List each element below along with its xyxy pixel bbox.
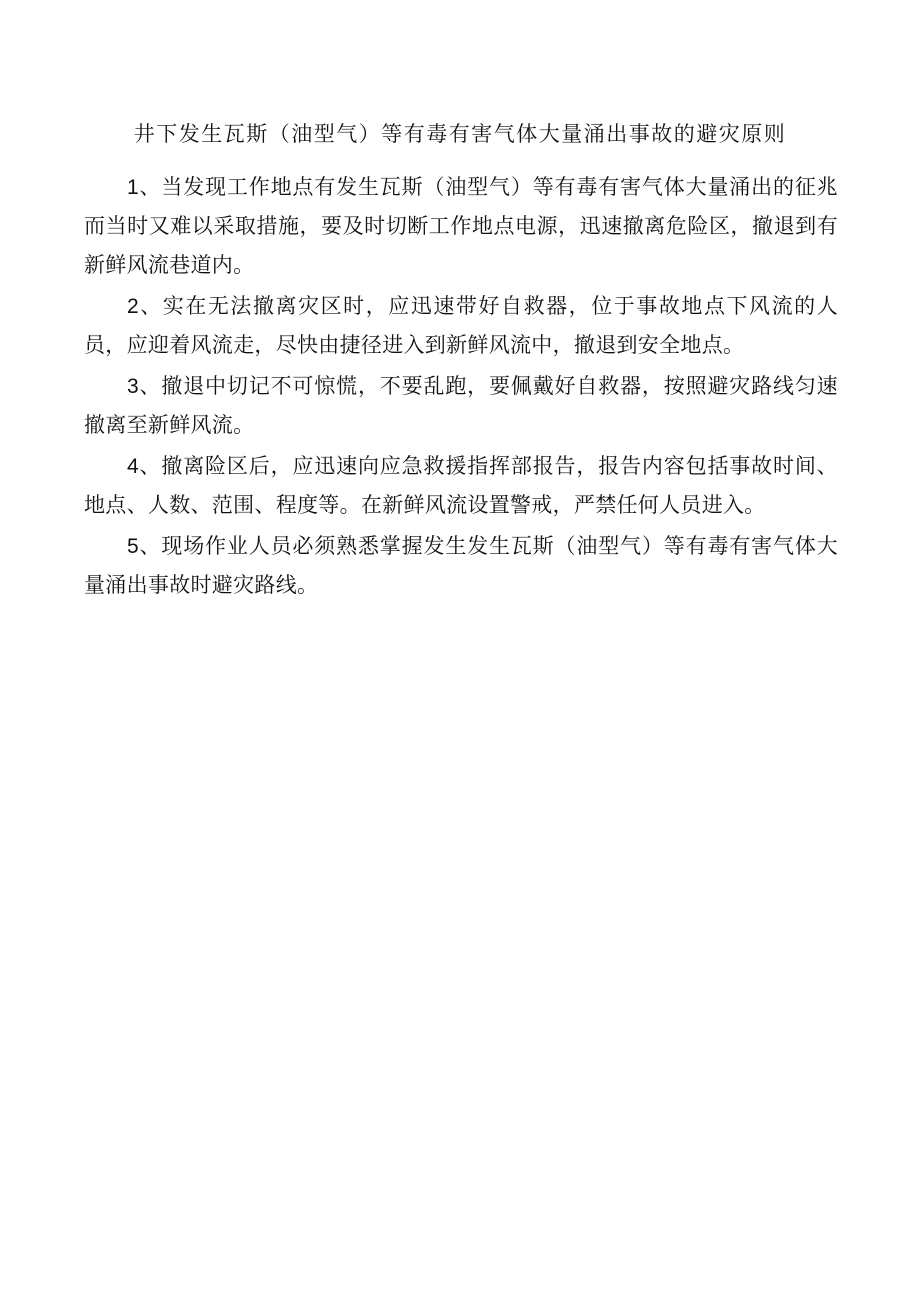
paragraph-text: 、现场作业人员必须熟悉掌握发生发生瓦斯（油型气）等有毒有害气体大量涌出事故时避灾路线。 bbox=[84, 534, 838, 597]
paragraph-1 bbox=[84, 168, 838, 285]
paragraph-number: 5 bbox=[127, 535, 139, 558]
paragraph-number: 1 bbox=[127, 176, 139, 199]
document-page bbox=[84, 114, 838, 607]
paragraph-2 bbox=[84, 287, 838, 365]
paragraph-number: 3 bbox=[127, 375, 139, 398]
paragraph-text: 、实在无法撤离灾区时，应迅速带好自救器，位于事故地点下风流的人员，应迎着风流走，尽快由捷径进入到新鲜风流中，撤退到安全地点。 bbox=[84, 294, 838, 357]
paragraph-text: 、当发现工作地点有发生瓦斯（油型气）等有毒有害气体大量涌出的征兆而当时又难以采取措施，要及时切断工作地点电源，迅速撤离危险区，撤退到有新鲜风流巷道内。 bbox=[84, 175, 838, 277]
document-title: 井下发生瓦斯（油型气）等有毒有害气体大量涌出事故的避灾原则 bbox=[133, 122, 787, 146]
paragraph-number: 4 bbox=[127, 455, 139, 478]
paragraph-4 bbox=[84, 447, 838, 525]
paragraph-text: 、撤退中切记不可惊慌，不要乱跑，要佩戴好自救器，按照避灾路线匀速撤离至新鲜风流。 bbox=[84, 374, 838, 437]
paragraph-3 bbox=[84, 367, 838, 445]
paragraph-number: 2 bbox=[127, 295, 139, 318]
paragraph-5 bbox=[84, 527, 838, 605]
paragraph-text: 、撤离险区后，应迅速向应急救援指挥部报告，报告内容包括事故时间、地点、人数、范围、程度等。在新鲜风流设置警戒，严禁任何人员进入。 bbox=[84, 454, 838, 517]
